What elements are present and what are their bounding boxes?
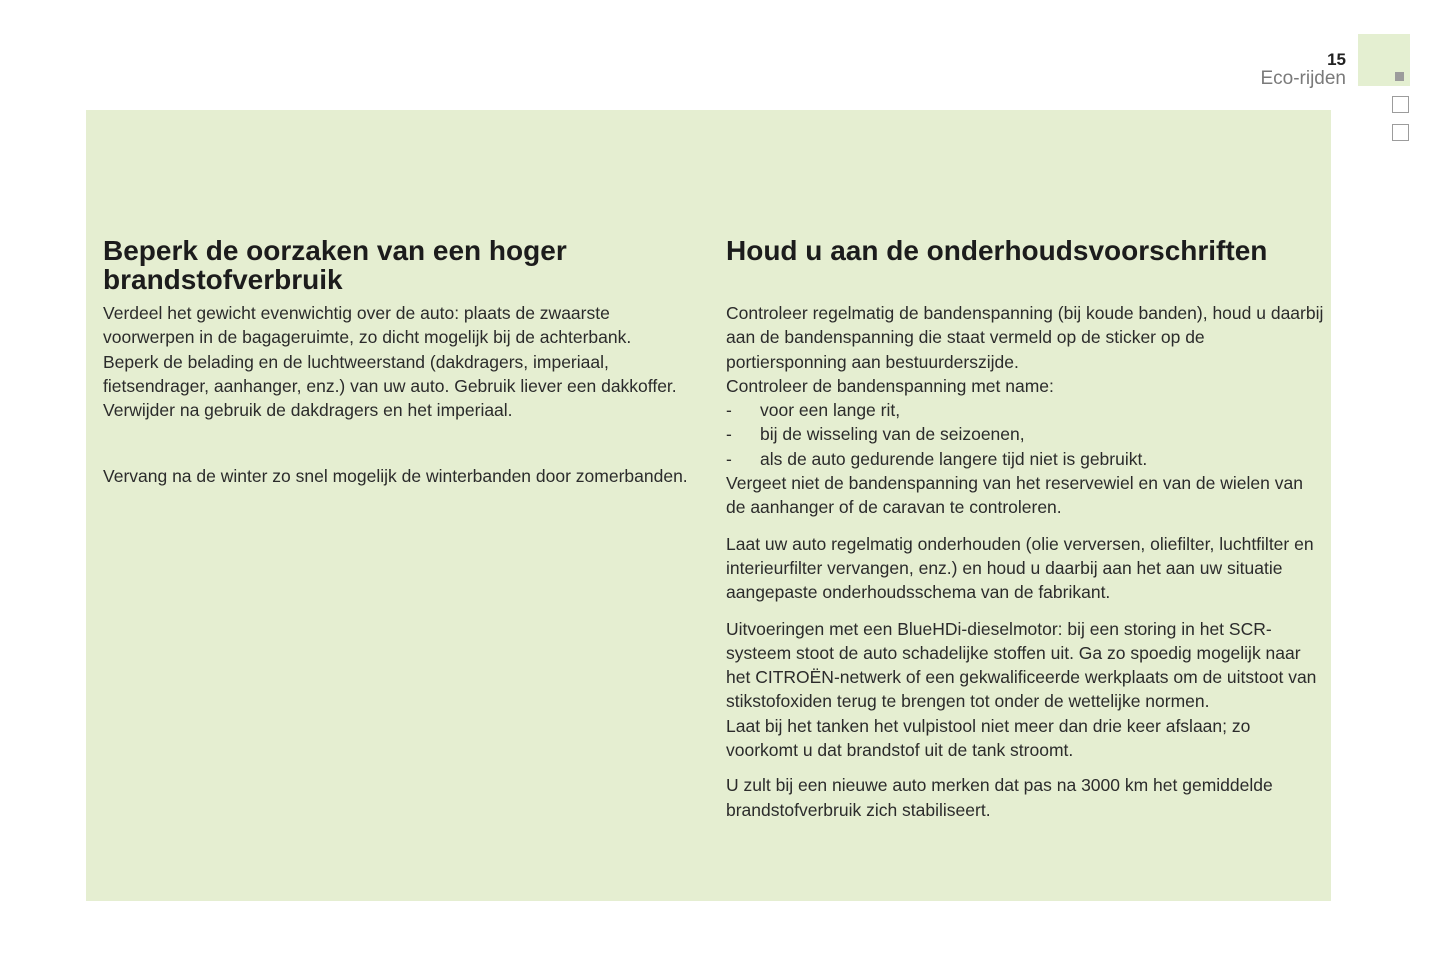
paragraph: Verwijder na gebruik de dakdragers en het imperiaal.: [103, 400, 513, 421]
content-panel: [86, 110, 1331, 901]
list-item-text: als de auto gedurende langere tijd niet is gebruikt.: [760, 448, 1148, 469]
paragraph: Uitvoeringen met een BlueHDi-dieselmotor: bij een storing in het SCR-systeem stoot de auto schadelijke stoffen uit. Ga zo spoedig mogelijk naar het CITROËN-netwerk of een gekwalificeerde werkplaats om de uitstoot van stikstofoxiden terug te brengen tot onder de wettelijke normen.: [726, 618, 1317, 712]
left-column: [103, 236, 688, 489]
left-heading-line: brandstofverbruik: [103, 264, 343, 295]
left-heading: [103, 236, 688, 294]
right-column: [726, 236, 1326, 822]
list-item-text: bij de wisseling van de seizoenen,: [760, 424, 1025, 445]
paragraph: U zult bij een nieuwe auto merken dat pas na 3000 km het gemiddelde brandstofverbruik zich stabiliseert.: [726, 775, 1273, 820]
list-item-text: voor een lange rit,: [760, 400, 901, 421]
empty-square-icon: [1392, 124, 1409, 141]
paragraph: Beperk de belading en de luchtweerstand (dakdragers, imperiaal, fietsendrager, aanhanger, enz.) van uw auto. Gebruik liever een dakkoffer.: [103, 351, 677, 396]
list-dash: -: [726, 424, 732, 445]
section-title: Eco-rijden: [1260, 68, 1346, 89]
paragraph: Laat uw auto regelmatig onderhouden (olie verversen, oliefilter, luchtfilter en interieurfilter vervangen, enz.) en houd u daarbij aan het aan uw situatie aangepaste onderhoudsschema van de fabrikant.: [726, 533, 1314, 603]
list-item: [726, 398, 1326, 422]
right-heading: Houd u aan de onderhoudsvoorschriften: [726, 235, 1268, 266]
list-item: [726, 447, 1326, 471]
chapter-tab-markers: [1358, 34, 1410, 154]
list-item: [726, 422, 1326, 446]
paragraph: Laat bij het tanken het vulpistool niet meer dan drie keer afslaan; zo voorkomt u dat brandstof uit de tank stroomt.: [726, 715, 1251, 761]
list-dash: -: [726, 448, 732, 469]
paragraph: Controleer de bandenspanning met name:: [726, 375, 1054, 396]
paragraph: Verdeel het gewicht evenwichtig over de auto: plaats de zwaarste voorwerpen in de bagageruimte, zo dicht mogelijk bij de achterbank.: [103, 303, 632, 348]
filled-square-icon: [1395, 72, 1404, 81]
left-heading-line: Beperk de oorzaken van een hoger: [103, 235, 567, 266]
page-number: 15: [1327, 50, 1346, 69]
paragraph: Controleer regelmatig de bandenspanning (bij koude banden), houd u daarbij aan de bandenspanning die staat vermeld op de sticker op de portiersponning aan bestuurderszijde.: [726, 303, 1324, 372]
paragraph: Vergeet niet de bandenspanning van het reservewiel en van de wielen van de aanhanger of de caravan te controleren.: [726, 473, 1303, 518]
empty-square-icon: [1392, 96, 1409, 113]
checklist: [726, 398, 1326, 471]
list-dash: -: [726, 400, 732, 421]
paragraph: Vervang na de winter zo snel mogelijk de winterbanden door zomerbanden.: [103, 466, 688, 487]
